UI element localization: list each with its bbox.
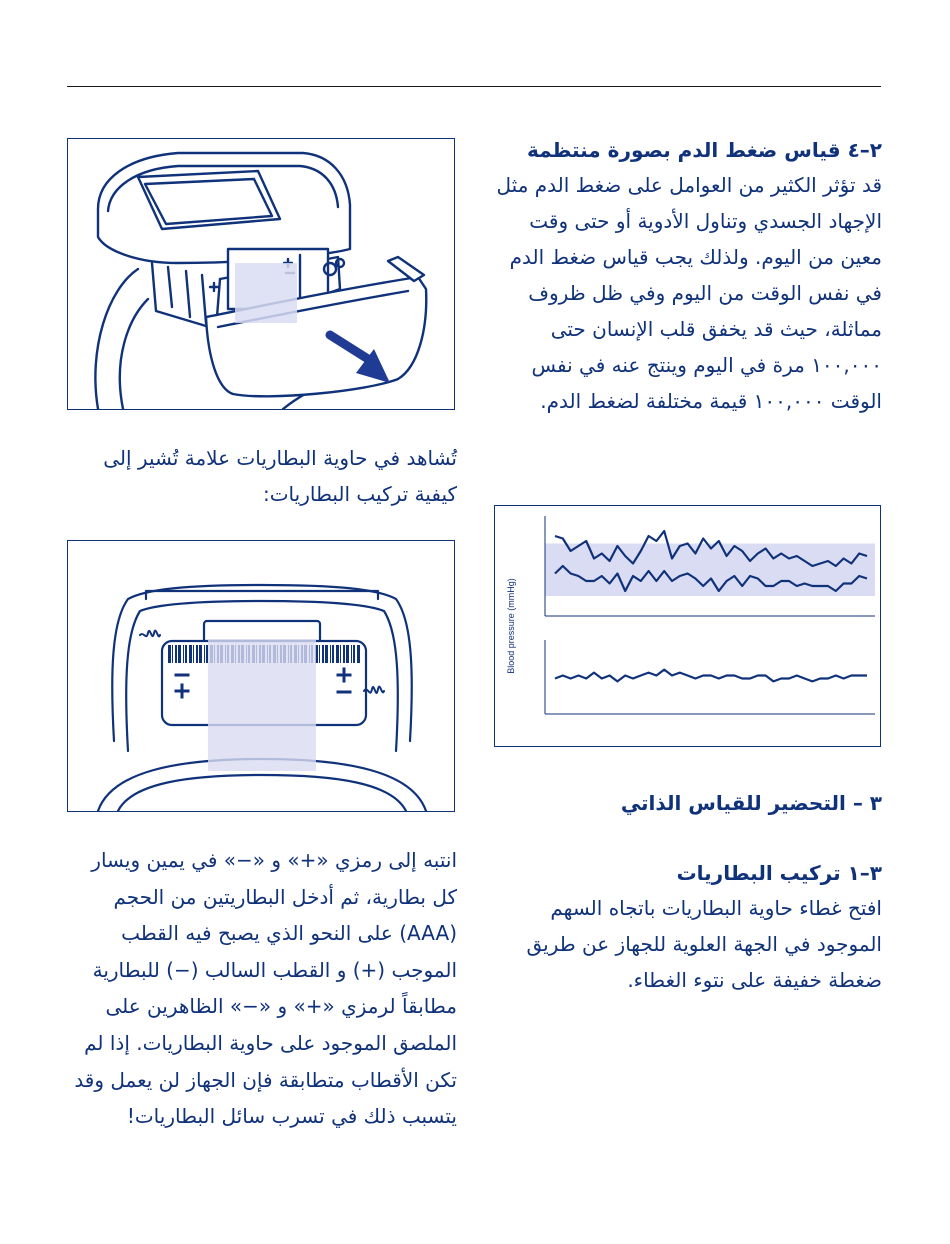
barcode-bar — [199, 645, 202, 663]
barcode-bar — [168, 645, 171, 663]
barcode-bar — [325, 645, 328, 663]
section-3-heading: ٣ – التحضير للقياس الذاتي — [620, 791, 882, 815]
barcode-bar — [206, 645, 208, 663]
battery-figure-caption — [67, 842, 457, 1135]
blood-pressure-chart-svg — [495, 506, 880, 746]
barcode-bar — [178, 645, 181, 663]
device-figure-caption-text: تُشاهد في حاوية البطاريات علامة تُشير إلى كيفية تركيب البطاريات: — [103, 446, 457, 506]
barcode-bar — [196, 645, 198, 663]
section-3-1 — [492, 856, 882, 998]
battery-compartment-illustration — [68, 541, 454, 811]
series-2-points — [555, 670, 867, 682]
barcode-bar — [322, 645, 324, 663]
chart-y-axis-label: Blood pressure (mmHg) — [506, 578, 516, 674]
battery-figure-caption-text: انتبه إلى رمزي «+» و «−» في يمين ويسار كل بطارية، ثم أدخل البطاريتين من الحجم (AAA) على النحو الذي يصبح فيه القطب الموجب (+) و القطب السالب (−) للبطارية مطابقاً لرمزي «+» و «−» الظاهرين على الملصق الموجود على حاوية البطاريات. إذا لم تكن الأقطاب متطابقة فإن الجهاز لن يعمل وقد يتسبب ذلك في تسرب سائل البطاريات! — [74, 848, 457, 1129]
barcode-bar — [193, 645, 194, 663]
section-2-4-body: قد تؤثر الكثير من العوامل على ضغط الدم مثل الإجهاد الجسدي وتناول الأدوية أو حتى وقت معين من اليوم. ولذلك يجب قياس ضغط الدم في نفس الوقت من اليوم وفي ظل ظروف مماثلة، حيث قد يخفق قلب الإنسان حتى ١٠٠,٠٠٠ مرة في اليوم وينتج عنه في نفس الوقت ١٠٠,٠٠٠ قيمة مختلفة لضغط الدم. — [496, 173, 882, 413]
section-2-4-heading: ٢–٤ قياس ضغط الدم بصورة منتظمة — [526, 138, 882, 162]
barcode-bar — [330, 645, 331, 663]
device-battery-cover-figure — [67, 138, 455, 410]
barcode-bar — [332, 645, 334, 663]
barcode-bar — [346, 645, 349, 663]
battery-compartment-figure — [67, 540, 455, 812]
barcode-bar — [351, 645, 352, 663]
barcode-bar — [189, 645, 192, 663]
blood-pressure-chart — [494, 505, 881, 747]
barcode-bar — [172, 645, 173, 663]
barcode-bar — [185, 645, 187, 663]
normal-range-band — [545, 544, 875, 597]
barcode-bar — [204, 645, 205, 663]
barcode-bar — [353, 645, 355, 663]
barcode-bar — [343, 645, 345, 663]
barcode-bar — [357, 645, 360, 663]
section-3 — [492, 786, 882, 820]
section-3-1-heading: ٣–١ تركيب البطاريات — [676, 861, 882, 885]
barcode-bar — [340, 645, 341, 663]
barcode-bar — [319, 645, 320, 663]
device-figure-caption — [67, 440, 457, 512]
device-illustration — [68, 139, 454, 409]
barcode-bar — [183, 645, 184, 663]
section-2-4 — [492, 133, 882, 419]
barcode-bar — [336, 645, 339, 663]
section-3-1-body: افتح غطاء حاوية البطاريات باتجاه السهم الموجود في الجهة العلوية للجهاز عن طريق ضغطة خفيفة على نتوء الغطاء. — [526, 896, 882, 992]
barcode-bar — [175, 645, 177, 663]
top-rule — [67, 86, 881, 87]
